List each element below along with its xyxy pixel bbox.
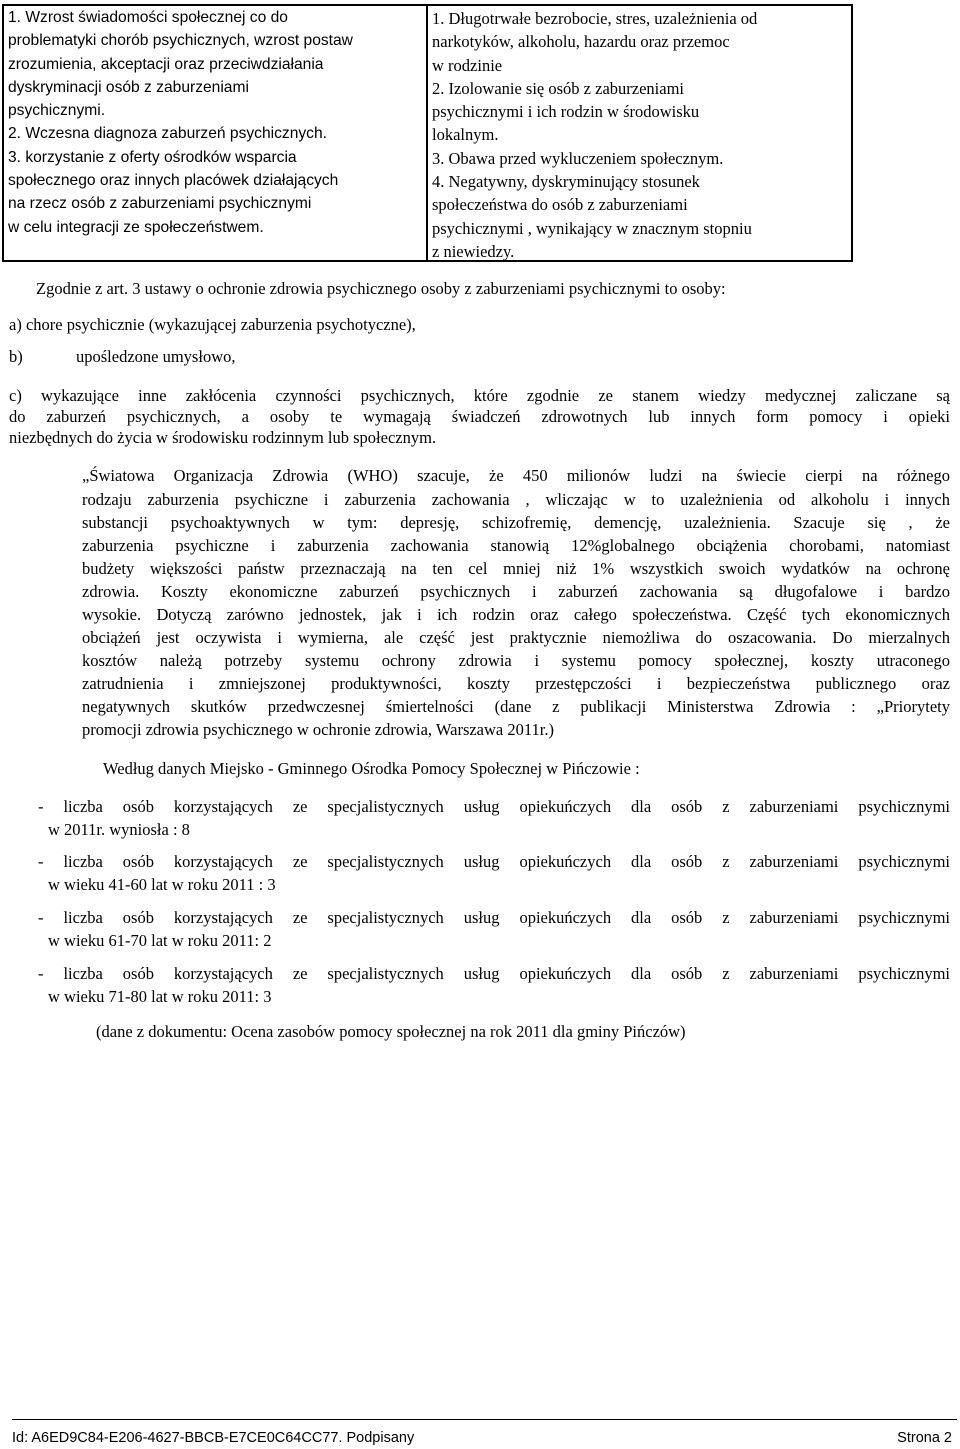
goal-line: w celu integracji ze społeczeństwem. bbox=[8, 218, 264, 236]
goal-line: 3. korzystanie z oferty ośrodków wsparcia bbox=[8, 148, 297, 166]
mgops-item-line: - liczba osób korzystających ze specjalistycznych usług opiekuńczych dla osób z zaburzeniami psychicznymi bbox=[38, 797, 950, 816]
mgops-item bbox=[38, 962, 950, 1008]
mgops-item-line: - liczba osób korzystających ze specjalistycznych usług opiekuńczych dla osób z zaburzeniami psychicznymi bbox=[38, 964, 950, 983]
goals-list bbox=[8, 6, 353, 239]
who-line: substancji psychoaktywnych w tym: depresję, schizofremię, demencję, uzależnienia. Szacuje się , że bbox=[82, 513, 950, 532]
mgops-item-value: w wieku 71-80 lat w roku 2011: 3 bbox=[48, 987, 272, 1006]
law-item-b-marker: b) bbox=[9, 347, 23, 366]
who-line: wysokie. Dotyczą zarówno jednostek, jak i ich rodzin oraz całego społeczeństwa. Część tych ekonomicznych bbox=[82, 605, 950, 624]
goal-line: dyskryminacji osób z zaburzeniami bbox=[8, 78, 249, 96]
mgops-item-line: - liczba osób korzystających ze specjalistycznych usług opiekuńczych dla osób z zaburzeniami psychicznymi bbox=[38, 852, 950, 871]
problem-line: narkotyków, alkoholu, hazardu oraz przemoc bbox=[432, 32, 730, 52]
mgops-item-value: w wieku 61-70 lat w roku 2011: 2 bbox=[48, 931, 272, 950]
problem-line: w rodzinie bbox=[432, 55, 503, 75]
who-paragraph-body bbox=[82, 488, 950, 741]
mgops-item bbox=[38, 850, 950, 896]
problem-line: 1. Długotrwałe bezrobocie, stres, uzależnienia od bbox=[432, 9, 758, 28]
mgops-source: (dane z dokumentu: Ocena zasobów pomocy społecznej na rok 2011 dla gminy Pińczów) bbox=[96, 1022, 686, 1041]
who-line: obciążeń jest oczywista i wymierna, ale część jest praktycznie niemożliwa do oszacowania. Do mierzalnych bbox=[82, 628, 950, 647]
who-line: budżety większości państw przeznaczają na ten cel mniej niż 1% wszystkich swoich wydatków na ochronę bbox=[82, 559, 950, 578]
who-line: zatrudnienia i zmniejszonej produktywności, koszty przestępczości i bezpieczeństwa publicznego oraz bbox=[82, 674, 950, 693]
who-line: zaburzenia psychiczne i zaburzenia zachowania stanowią 12%globalnego obciążenia chorobami, natomiast bbox=[82, 536, 950, 555]
problem-line: 4. Negatywny, dyskryminujący stosunek bbox=[432, 172, 700, 192]
problem-line: lokalnym. bbox=[432, 125, 499, 145]
law-intro: Zgodnie z art. 3 ustawy o ochronie zdrowia psychicznego osoby z zaburzeniami psychicznymi to osoby: bbox=[36, 279, 726, 298]
mgops-heading: Według danych Miejsko - Gminnego Ośrodka Pomocy Społecznej w Pińczowie : bbox=[103, 759, 640, 778]
mgops-item bbox=[38, 795, 950, 841]
who-line: zdrowia. Koszty ekonomiczne zaburzeń psychicznych i zaburzeń zachowania są długofalowe i bardzo bbox=[82, 582, 950, 601]
problem-line: społeczeństwa do osób z zaburzeniami bbox=[432, 195, 688, 215]
mgops-item-value: w wieku 41-60 lat w roku 2011 : 3 bbox=[48, 875, 276, 894]
law-item-c-line: niezbędnych do życia w środowisku rodzinnym lub społecznym. bbox=[9, 428, 437, 447]
who-line: kosztów należą potrzeby systemu ochrony zdrowia i systemu pomocy społecznej, koszty utraconego bbox=[82, 651, 950, 670]
problems-list bbox=[432, 7, 757, 263]
law-item-a: a) chore psychicznie (wykazującej zaburzenia psychotyczne), bbox=[9, 315, 416, 334]
mgops-item-value: w 2011r. wyniosła : 8 bbox=[48, 820, 190, 839]
footer-rule bbox=[12, 1419, 957, 1420]
who-paragraph bbox=[82, 464, 950, 487]
goal-line: problematyki chorób psychicznych, wzrost postaw bbox=[8, 32, 353, 50]
who-line: „Światowa Organizacja Zdrowia (WHO) szacuje, że 450 milionów ludzi na świecie cierpi na różnego bbox=[82, 466, 950, 485]
law-item-c-line: c) wykazujące inne zakłócenia czynności psychicznych, które zgodnie ze stanem wiedzy medycznej zaliczane są bbox=[9, 386, 950, 405]
problem-line: psychicznymi i ich rodzin w środowisku bbox=[432, 102, 700, 122]
law-item-c-line: do zaburzeń psychicznych, a osoby te wymagają świadczeń zdrowotnych lub innych form pomocy i opieki bbox=[9, 407, 950, 426]
law-item-c bbox=[9, 385, 950, 448]
goal-line: społecznego oraz innych placówek działających bbox=[8, 172, 339, 190]
goal-line: psychicznymi. bbox=[8, 102, 106, 120]
problem-line: z niewiedzy. bbox=[432, 241, 515, 261]
footer-document-id: Id: A6ED9C84-E206-4627-BBCB-E7CE0C64CC77. Podpisany bbox=[12, 1430, 415, 1446]
footer-page-number: Strona 2 bbox=[897, 1430, 952, 1446]
who-line: promocji zdrowia psychicznego w ochronie zdrowia, Warszawa 2011r.) bbox=[82, 720, 554, 739]
goal-line: 1. Wzrost świadomości społecznej co do bbox=[8, 9, 288, 26]
law-item-b: upośledzone umysłowo, bbox=[76, 347, 236, 366]
who-line: rodzaju zaburzenia psychiczne i zaburzenia zachowania , wliczając w to uzależnienia od alkoholu i innych bbox=[82, 490, 950, 509]
who-line: negatywnych skutków przedwczesnej śmiertelności (dane z publikacji Ministerstwa Zdrowia : „Priorytety bbox=[82, 697, 950, 716]
problem-line: 3. Obawa przed wykluczeniem społecznym. bbox=[432, 148, 724, 168]
goal-line: zrozumienia, akceptacji oraz przeciwdziałania bbox=[8, 55, 324, 73]
mgops-item bbox=[38, 906, 950, 952]
problem-line: psychicznymi , wynikający w znacznym stopniu bbox=[432, 218, 752, 238]
problem-line: 2. Izolowanie się osób z zaburzeniami bbox=[432, 78, 684, 98]
mgops-item-line: - liczba osób korzystających ze specjalistycznych usług opiekuńczych dla osób z zaburzeniami psychicznymi bbox=[38, 908, 950, 927]
goal-line: 2. Wczesna diagnoza zaburzeń psychicznych. bbox=[8, 125, 327, 143]
goal-line: na rzecz osób z zaburzeniami psychicznymi bbox=[8, 195, 312, 213]
